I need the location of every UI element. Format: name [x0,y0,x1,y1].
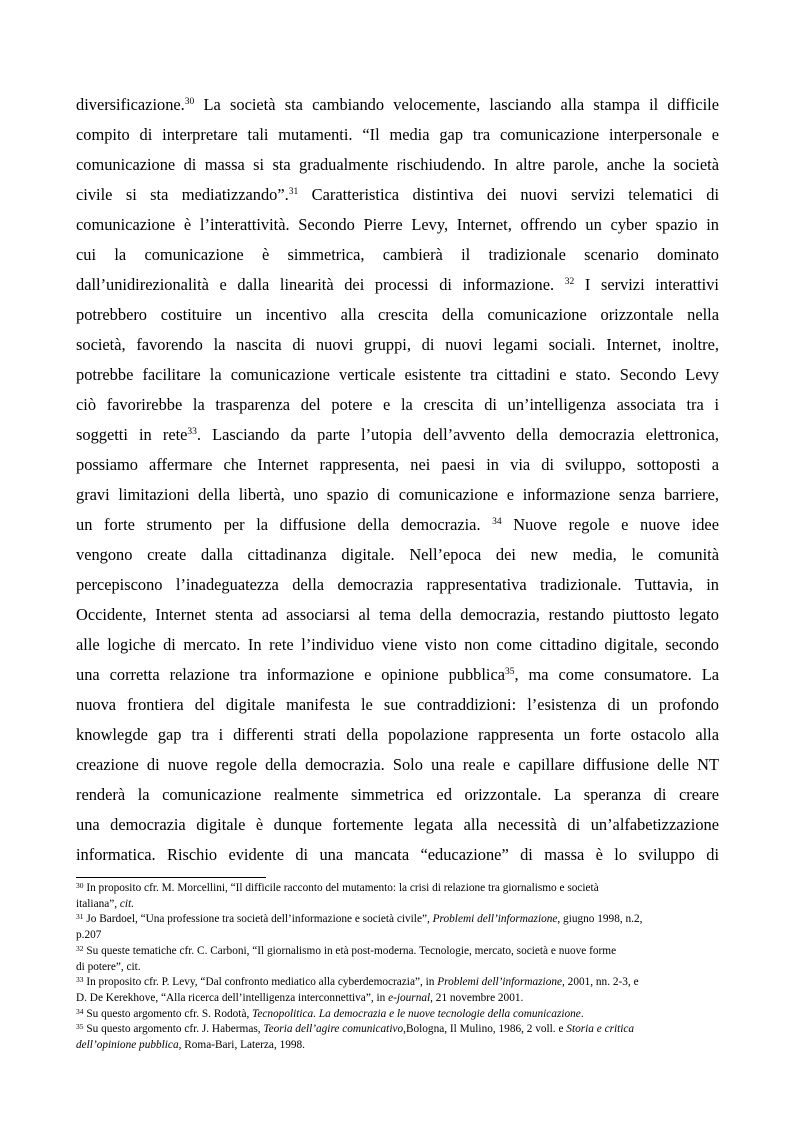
text-segment: un forte strumento per la diffusione della democrazia. [76,515,493,534]
footnote-reference: 30 [184,97,195,107]
footnote-text: In proposito cfr. P. Levy, “Dal confronto mediatico alla cyberdemocrazia”, in [83,976,438,989]
footnote-34 [76,1007,719,1023]
text-segment: soggetti in rete [76,425,188,444]
text-line [76,270,719,300]
text-line [76,150,719,180]
footnote-italic-text: cit. [119,897,135,910]
text-segment: renderà la comunicazione realmente simmetrica ed orizzontale. La speranza di creare [76,785,719,804]
text-line [76,660,719,690]
text-line [76,750,719,780]
footnote-italic-text: Problemi dell’informazione [432,913,558,926]
footnote-line [76,897,719,913]
footnote-reference: 35 [505,667,515,677]
text-segment: alle logiche di mercato. In rete l’individuo viene visto non come cittadino digitale, secondo [76,635,719,654]
text-line [76,540,719,570]
text-segment: Occidente, Internet stenta ad associarsi al tema della democrazia, restando piuttosto legato [76,605,719,624]
footnote-line [76,1007,719,1023]
footnote-line [76,912,719,928]
text-segment: una corretta relazione tra informazione e opinione pubblica [76,665,506,684]
footnote-italic-text: Tecnopolitica. La democrazia e le nuove tecnologie della comunicazione [252,1007,581,1020]
text-segment: dall’unidirezionalità e dalla linearità dei processi di informazione. [76,275,565,294]
footnote-33 [76,975,719,1006]
text-line [76,120,719,150]
text-line [76,90,719,120]
text-segment: potrebbero costituire un incentivo alla crescita della comunicazione orizzontale nella [76,305,719,324]
text-line [76,600,719,630]
footnote-text: D. De Kerekhove, “Alla ricerca dell’intelligenza interconnettiva”, in [76,991,389,1004]
footnote-text: In proposito cfr. M. Morcellini, “Il difficile racconto del mutamento: la crisi di relazione tra giornalismo e società [83,882,599,894]
text-line [76,510,719,540]
footnote-line [76,960,719,976]
text-line [76,240,719,270]
footnote-text: Su questo argomento cfr. S. Rodotà, [83,1007,253,1020]
footnote-line [76,1022,719,1038]
footnotes-section [76,881,719,1054]
footnote-italic-text: e-journal [388,991,431,1004]
text-line [76,720,719,750]
text-line [76,690,719,720]
text-segment: civile si sta mediatizzando”. [76,185,289,204]
footnote-32 [76,944,719,975]
text-line [76,570,719,600]
text-segment: La società sta cambiando velocemente, lasciando alla stampa il difficile [194,95,719,114]
footnote-text: , Roma-Bari, Laterza, 1998. [178,1039,306,1052]
footnote-line [76,991,719,1007]
text-segment: . Lasciando da parte l’utopia dell’avvento della democrazia elettronica, [196,425,719,444]
footnote-line [76,928,719,944]
text-segment: informatica. Rischio evidente di una mancata “educazione” di massa è lo sviluppo di [76,845,719,864]
text-segment: possiamo affermare che Internet rappresenta, nei paesi in via di sviluppo, sottoposti a [76,455,719,474]
text-segment: nuova frontiera del digitale manifesta le sue contraddizioni: l’esistenza di un profondo [76,695,719,714]
text-segment: una democrazia digitale è dunque fortemente legata alla necessità di un’alfabetizzazione [76,815,719,834]
text-segment: knowlegde gap tra i differenti strati della popolazione rappresenta un forte ostacolo alla [76,725,719,744]
text-segment: potrebbe facilitare la comunicazione verticale esistente tra cittadini e stato. Secondo Levy [76,365,719,384]
footnote-30 [76,881,719,912]
footnote-number: 30 [76,881,84,890]
document-page [76,90,719,1090]
text-segment: Caratteristica distintiva dei nuovi servizi telematici di [298,185,719,204]
footnote-reference: 31 [288,187,299,197]
footnote-text: Jo Bardoel, “Una professione tra società dell’informazione e società civile”, [83,913,433,926]
text-line [76,630,719,660]
footnote-reference: 32 [564,277,575,287]
footnote-italic-text: Storia e critica [566,1023,635,1036]
footnote-reference: 33 [187,427,197,437]
footnote-text: p.207 [76,929,102,942]
text-segment: percepiscono l’inadeguatezza della democrazia rappresentativa tradizionale. Tuttavia, in [76,575,719,594]
text-segment: comunicazione è l’interattività. Secondo Pierre Levy, Internet, offrendo un cyber spazio in [76,215,719,234]
text-segment: gravi limitazioni della libertà, uno spazio di comunicazione e informazione senza barriere, [76,485,719,504]
text-line [76,420,719,450]
footnote-text: italiana”, [76,897,120,910]
footnote-line [76,1038,719,1054]
text-segment: cui la comunicazione è simmetrica, cambierà il tradizionale scenario dominato [76,245,719,264]
footnote-italic-text: Problemi dell’informazione, [437,976,565,989]
footnote-number: 33 [76,975,84,985]
text-segment: I servizi interattivi [574,275,719,294]
footnote-text: ,Bologna, Il Mulino, 1986, 2 voll. e [403,1023,567,1036]
text-segment: compito di interpretare tali mutamenti. “Il media gap tra comunicazione interpersonale e [76,125,719,144]
text-segment: creazione di nuove regole della democrazia. Solo una reale e capillare diffusione delle NT [76,755,719,774]
text-line [76,810,719,840]
footnote-number: 34 [76,1006,84,1016]
footnote-text: Su questo argomento cfr. J. Habermas, [83,1023,264,1036]
footnote-italic-text: Teoria dell’agire comunicativo [263,1023,404,1036]
footnote-number: 35 [76,1022,84,1032]
text-segment: , ma come consumatore. La [514,665,719,684]
footnote-35 [76,1022,719,1053]
text-segment: Nuove regole e nuove idee [501,515,719,534]
footnote-31 [76,912,719,943]
body-paragraph [76,90,719,870]
text-line [76,300,719,330]
footnote-text: di potere”, cit. [76,960,141,973]
footnote-text: , giugno 1998, n.2, [557,913,643,926]
text-segment: comunicazione di massa si sta gradualmente rischiudendo. In altre parole, anche la società [76,155,719,174]
text-segment: diversificazione. [76,95,185,114]
text-segment: ciò favorirebbe la trasparenza del potere e la crescita di un’intelligenza associata tra i [76,395,719,414]
footnote-text: Su queste tematiche cfr. C. Carboni, “Il giornalismo in età post-moderna. Tecnologie, mercato, società e nuove forme [83,944,617,957]
footnote-text: , 21 novembre 2001. [430,991,524,1004]
footnote-line [76,944,719,960]
footnote-number: 31 [76,912,84,922]
text-line [76,360,719,390]
footnote-text: . [580,1007,584,1020]
text-segment: società, favorendo la nascita di nuovi gruppi, di nuovi legami sociali. Internet, inoltre, [76,335,719,354]
text-line [76,390,719,420]
text-segment: vengono create dalla cittadinanza digitale. Nell’epoca dei new media, le comunità [76,545,719,564]
footnote-text: 2001, nn. 2-3, e [564,976,639,989]
footnote-number: 32 [76,943,84,953]
text-line [76,450,719,480]
text-line [76,780,719,810]
text-line [76,330,719,360]
footnote-separator [76,877,266,878]
text-line [76,480,719,510]
text-line [76,180,719,210]
footnote-italic-text: dell’opinione pubblica [76,1039,179,1052]
text-line [76,840,719,870]
footnote-line [76,881,719,897]
footnote-line [76,975,719,991]
footnote-reference: 34 [492,517,502,527]
text-line [76,210,719,240]
